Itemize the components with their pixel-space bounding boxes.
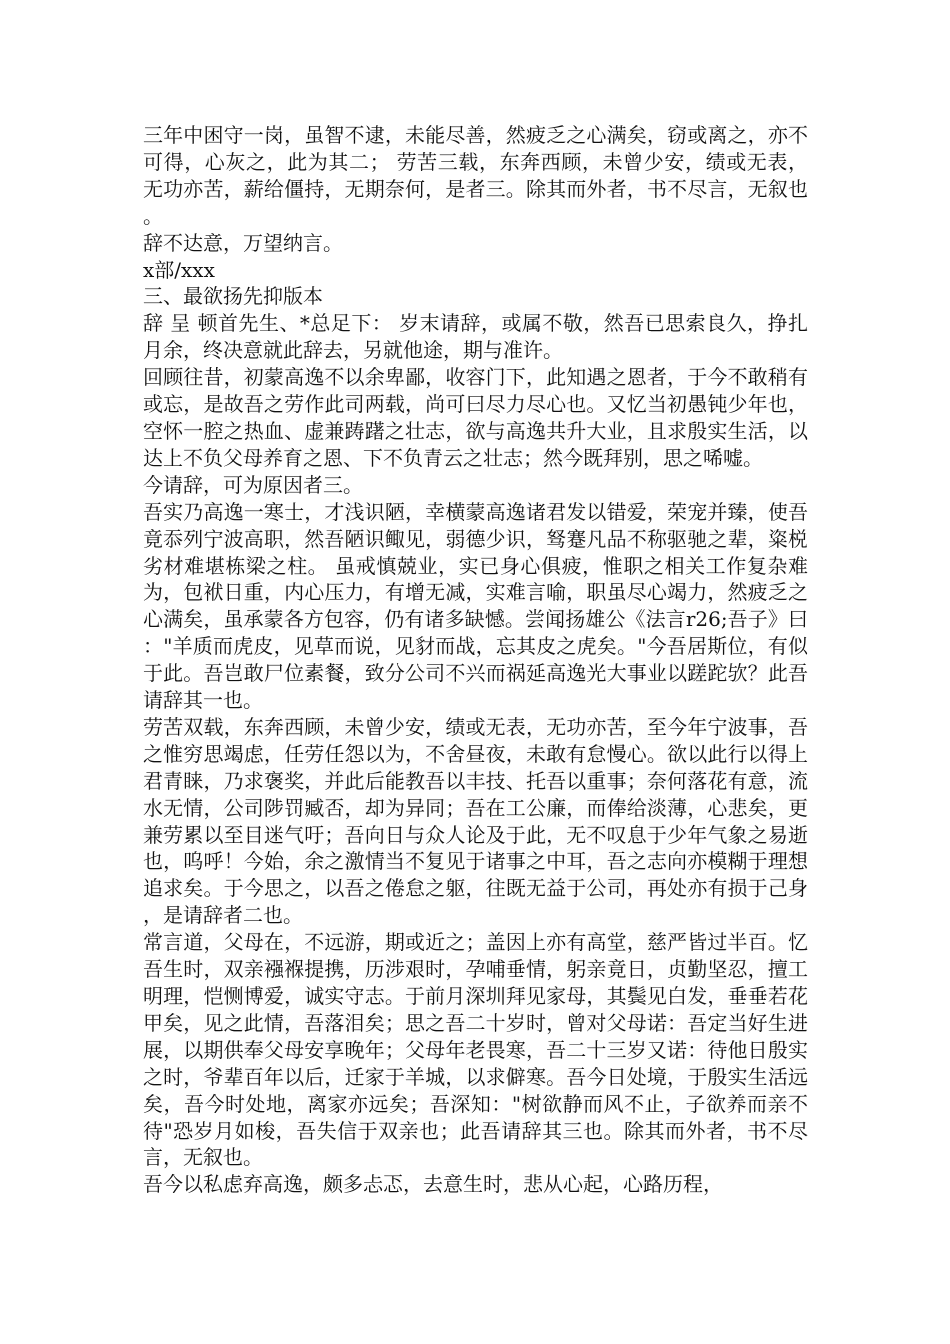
paragraph-final: 吾今以私虑弃高逸，颇多忐忑，去意生时，悲从心起，心路历程， [143, 1172, 723, 1197]
paragraph-retrospect: 回顾往昔，初蒙高逸不以余卑鄙，收容门下，此知遇之恩者，于今不敢稍有或忘，是故吾之劳作此司两载，尚可曰尽力尽心也。又忆当初愚钝少年也，空怀一腔之热血、虚兼踌躇之壮志，欲与高逸共升大业，且求殷实生活，以达上不负父母养育之恩、下不负青云之壮志；然今既拜别，思之唏嘘。 [143, 365, 808, 470]
paragraph-reasons-intro: 今请辞，可为原因者三。 [143, 472, 363, 497]
paragraph-reason-two: 劳苦双载，东奔西顾，未曾少安，绩或无表，无功亦苦，至今年宁波事，吾之惟穷思竭虑，任劳任怨以为，不舍昼夜，未敢有怠慢心。欲以此行以得上君青睐，乃求褒奖，并此后能教吾以丰技、托吾以重事；奈何落花有意，流水无情，公司陟罚臧否，却为异同；吾在工公廉，而俸给淡薄，心悲矣，更兼劳累以至目迷气吁；吾向日与众人论及于此，无不叹息于少年气象之易逝也，呜呼！今始，余之激情当不复见于诸事之中耳，吾之志向亦模糊于理想追求矣。于今思之，以吾之倦怠之躯，往既无益于公司，再处亦有损于己身，是请辞者二也。 [143, 714, 808, 928]
paragraph-reason-three: 常言道，父母在，不远游，期或近之；盖因上亦有高堂，慈严皆过半百。忆吾生时，双亲襁褓提携，历涉艰时，孕哺垂情，躬亲竟日，贞勤坚忍，擅工明理，恺恻博爱，诚实守志。于前月深圳拜见家母，其鬓见白发，垂垂若花甲矣，见之此情，吾落泪矣；思之吾二十岁时，曾对父母诺：吾定当好生进展，以期供奉父母安享晚年；父母年老畏寒，吾二十三岁又诺：待他日殷实之时，爷辈百年以后，迁家于羊城，以求僻寒。吾今日处境，于殷实生活远矣，吾今时处地，离家亦远矣；吾深知："树欲静而风不止，子欲养而亲不待"恐岁月如梭，吾失信于双亲也；此吾请辞其三也。除其而外者，书不尽言，无叙也。 [143, 930, 808, 1170]
paragraph-signature: x部/xxx [143, 257, 215, 282]
section-heading: 三、最欲扬先抑版本 [143, 284, 323, 309]
paragraph-reason-two-three: 三年中困守一岗，虽智不逮，未能尽善，然疲乏之心满矣，窃或离之，亦不可得，心灰之，此为其二； 劳苦三载，东奔西顾，未曾少安，绩或无表，无功亦苦，薪给僵持，无期奈何，是者三。除其而外者，书不尽言，无叙也。 [143, 123, 808, 228]
paragraph-salutation: 辞 呈 顿首先生、*总足下： 岁末请辞，或属不敬，然吾已思索良久，挣扎月余，终决意就此辞去，另就他途，期与准许。 [143, 311, 808, 363]
paragraph-closing-remark: 辞不达意，万望纳言。 [143, 230, 343, 255]
document-body [143, 122, 808, 1198]
paragraph-reason-one: 吾实乃高逸一寒士，才浅识陋，幸横蒙高逸诸君发以错爱，荣宠并臻，使吾竟忝列宁波高职，然吾陋识鲰见，弱德少识，驽蹇凡品不称驱驰之辈，粢棁劣材难堪栋梁之柱。 虽戒慎兢业，实已身心俱疲，惟职之相关工作复杂难为，包袱日重，内心压力，有增无减，实难言喻，职虽尽心竭力，然疲乏之心满矣，虽承蒙各方包容，仍有诸多缺憾。尝闻扬雄公《法言r26;吾子》曰："羊质而虎皮，见草而说，见豺而战，忘其皮之虎矣。"今吾居斯位，有似于此。吾岂敢尸位素餐，致分公司不兴而祸延高逸光大事业以蹉跎欤？此吾请辞其一也。 [143, 499, 808, 713]
